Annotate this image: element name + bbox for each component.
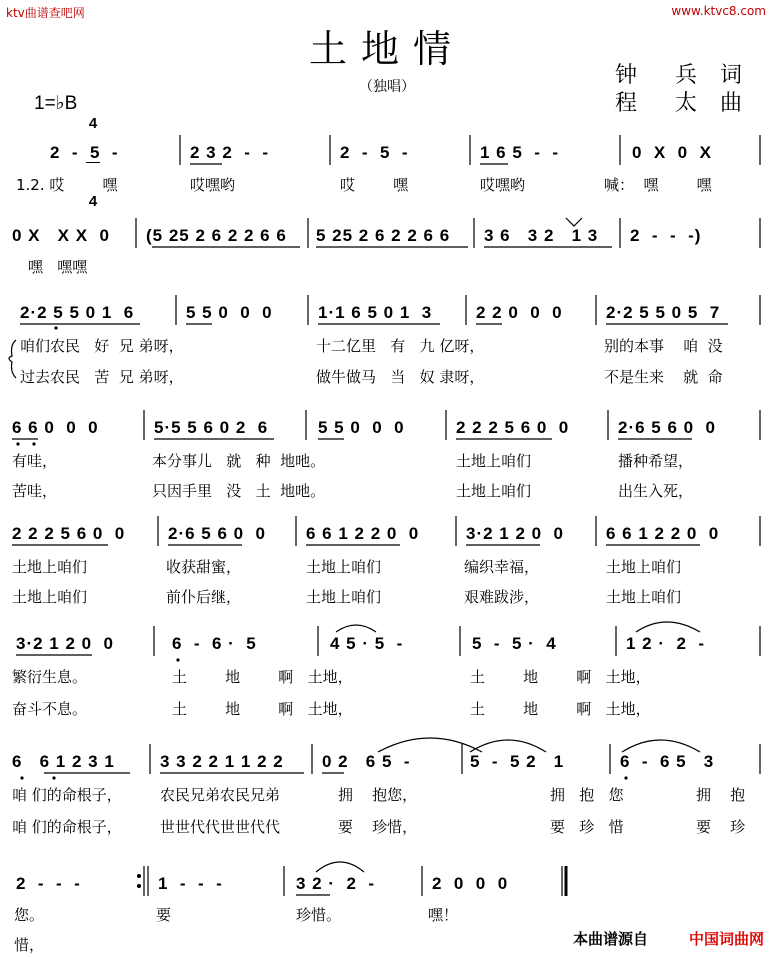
line5-lyric2-c: 土地上咱们 [306, 588, 382, 606]
line6-lyric2-b: 土 地 啊 土地， [172, 700, 353, 718]
line3-measure1: 2·2 5 5 0 1 6 [20, 303, 135, 322]
line7-lyric1-d: 拥 抱 您 [550, 786, 624, 804]
line3-lyric2-b: 做牛做马 当 奴 隶呀， [316, 368, 485, 386]
line4-measure1: 6 6 0 0 0 [12, 418, 99, 437]
repeat-dot [137, 884, 141, 888]
line4-lyric2-b: 只因手里 没 土 地吔。 [152, 482, 326, 500]
line3-lyric1-b: 十二亿里 有 九 亿呀， [316, 337, 485, 355]
line4-lyric1-d: 播种希望， [618, 452, 694, 470]
line6-lyric1-b: 土 地 啊 土地， [172, 668, 353, 686]
slur [470, 740, 546, 752]
time-signature-bottom: 4 [88, 193, 98, 210]
line8-lyric1-b: 要 [156, 906, 172, 924]
slur [336, 625, 376, 632]
line6-lyric1-c: 土 地 啊 土地， [470, 668, 651, 686]
line5-lyric2-b: 前仆后继， [166, 588, 242, 606]
line7-measure5: 6 - 6 5 3 [620, 752, 715, 771]
line4-lyric1-a: 有哇， [12, 452, 58, 470]
line3-lyric1-a: 咱们农民 好 兄 弟呀， [20, 337, 184, 355]
line5-lyric1-e: 土地上咱们 [606, 558, 682, 576]
line1-lyric1-a: 1.2. 哎 嘿 [16, 176, 118, 194]
slur [316, 862, 364, 872]
line3-measure2: 5 5 0 0 0 [186, 303, 273, 322]
line7-lyric2-b: 世世代代世世代代 [160, 818, 281, 836]
slur [622, 740, 700, 752]
line1-lyric1-b: 哎嘿哟 [190, 176, 236, 194]
octave-dot [54, 326, 57, 329]
line7-lyric1-b: 农民兄弟农民兄弟 [160, 786, 281, 804]
line5-lyric1-c: 土地上咱们 [306, 558, 382, 576]
line4-measure2: 5·5 5 6 0 2 6 [154, 418, 269, 437]
line5-measure5: 6 6 1 2 2 0 0 [606, 524, 720, 543]
source-watermark-right[interactable]: www.ktvc8.com [671, 4, 766, 18]
line8-measure2: 1 - - - [158, 874, 223, 893]
line6-lyric1-a: 繁衍生息。 [12, 668, 88, 686]
line1-measure3: 2 - 5 - [340, 143, 409, 162]
line3-lyric2-c: 不是生来 就 命 [604, 368, 723, 386]
octave-dot [16, 442, 19, 445]
line5-lyric1-d: 编织幸福， [464, 558, 540, 576]
line4-measure3: 5 5 0 0 0 [318, 418, 405, 437]
line7-lyric2-a: 咱 们的命根子， [12, 818, 122, 836]
line7-measure4: 5 - 5 2 1 [470, 752, 565, 771]
line4-lyric2-d: 出生入死， [618, 482, 694, 500]
line8-measure4: 2 0 0 0 [432, 874, 509, 893]
line1-measure5: 0 X 0 X [632, 143, 712, 162]
line4-lyric2-a: 苦哇， [12, 482, 58, 500]
line1-measure1: 2 - 5 - [50, 143, 119, 162]
line7-lyric1-c: 拥 抱您， [338, 786, 418, 804]
line4-lyric1-c: 土地上咱们 [456, 452, 532, 470]
performance-note: （独唱） [359, 79, 415, 95]
line1-lyric1-e: 喊： 嘿 嘿 [604, 176, 712, 194]
line5-lyric1-a: 土地上咱们 [12, 558, 88, 576]
line5-lyric1-b: 收获甜蜜， [166, 558, 242, 576]
line7-measure3: 0 2 6 5 - [322, 752, 411, 771]
octave-dot [176, 658, 179, 661]
line2-measure3: 5 25 2 6 2 2 6 6 [316, 226, 451, 245]
time-signature-top: 4 [88, 115, 98, 132]
line7-lyric2-e: 要 珍 [696, 818, 746, 836]
lyric-brace [9, 340, 16, 378]
breath-mark [566, 218, 582, 226]
octave-dot [52, 776, 55, 779]
line1-measure2: 2 3 2 - - [190, 143, 270, 162]
line4-measure4: 2 2 2 5 6 0 0 [456, 418, 570, 437]
line5-measure4: 3·2 1 2 0 0 [466, 524, 565, 543]
line2-lyric1: 嘿 嘿嘿 [28, 258, 88, 276]
line6-measure3: 4 5 · 5 - [330, 634, 404, 653]
line8-lyric2-a: 惜， [14, 936, 45, 954]
line7-lyric2-d: 要 珍 惜 [550, 818, 624, 836]
line6-measure2: 6 - 6 · 5 [172, 634, 257, 653]
line7-lyric2-c: 要 珍惜， [338, 818, 418, 836]
slur [378, 738, 482, 752]
line5-lyric2-a: 土地上咱们 [12, 588, 88, 606]
line4-measure5: 2·6 5 6 0 0 [618, 418, 717, 437]
line5-measure3: 6 6 1 2 2 0 0 [306, 524, 420, 543]
slur [636, 622, 700, 632]
line5-measure2: 2·6 5 6 0 0 [168, 524, 267, 543]
source-watermark-left[interactable]: ktv曲谱查吧网 [6, 6, 85, 20]
line7-measure1: 6 6 1 2 3 1 [12, 752, 115, 771]
line4-lyric1-b: 本分事儿 就 种 地吔。 [152, 452, 326, 470]
line8-measure1: 2 - - - [16, 874, 81, 893]
line8-lyric1-c: 珍惜。 [296, 906, 342, 924]
line8-measure3: 3 2 · 2 - [296, 874, 376, 893]
line6-lyric2-a: 奋斗不息。 [12, 700, 88, 718]
line2-measure2: (5 25 2 6 2 2 6 6 [146, 226, 287, 245]
line6-measure4: 5 - 5 · 4 [472, 634, 557, 653]
repeat-dot [137, 874, 141, 878]
line7-lyric1-a: 咱 们的命根子， [12, 786, 122, 804]
key-signature: 1=♭B [34, 93, 78, 114]
octave-dot [32, 442, 35, 445]
lyricist-credit: 钟 兵 词 [615, 63, 750, 88]
line2-measure1: 0 X X X 0 [12, 226, 110, 245]
line8-lyric1-a: 您。 [14, 906, 45, 924]
song-title: 土地情 [308, 27, 465, 71]
line7-lyric1-e: 拥 抱 [696, 786, 746, 804]
line1-measure4: 1 6 5 - - [480, 143, 560, 162]
line3-measure4: 2 2 0 0 0 [476, 303, 563, 322]
line5-measure1: 2 2 2 5 6 0 0 [12, 524, 126, 543]
composer-credit: 程 太 曲 [615, 91, 750, 116]
footer-source-link[interactable]: 中国词曲网 [688, 930, 764, 948]
line2-measure4: 3 6 3 2 1 3 [484, 226, 599, 245]
footer-source-label: 本曲谱源自 [572, 930, 648, 948]
line6-lyric2-c: 土 地 啊 土地， [470, 700, 651, 718]
line3-lyric1-c: 别的本事 咱 没 [604, 337, 723, 355]
line7-measure2: 3 3 2 2 1 1 2 2 [160, 752, 284, 771]
line8-lyric1-d: 嘿！ [428, 906, 459, 924]
octave-dot [624, 776, 627, 779]
line3-measure5: 2·2 5 5 0 5 7 [606, 303, 721, 322]
line6-measure5: 1 2 · 2 - [626, 634, 706, 653]
line1-lyric1-c: 哎 嘿 [340, 176, 409, 194]
line5-lyric2-e: 土地上咱们 [606, 588, 682, 606]
line4-lyric2-c: 土地上咱们 [456, 482, 532, 500]
line2-measure5: 2 - - -) [630, 226, 702, 245]
line6-measure1: 3·2 1 2 0 0 [16, 634, 115, 653]
line5-lyric2-d: 艰难跋涉， [464, 588, 540, 606]
line3-lyric2-a: 过去农民 苦 兄 弟呀， [20, 368, 184, 386]
line3-measure3: 1·1 6 5 0 1 3 [318, 303, 433, 322]
line1-lyric1-d: 哎嘿哟 [480, 176, 526, 194]
octave-dot [20, 776, 23, 779]
